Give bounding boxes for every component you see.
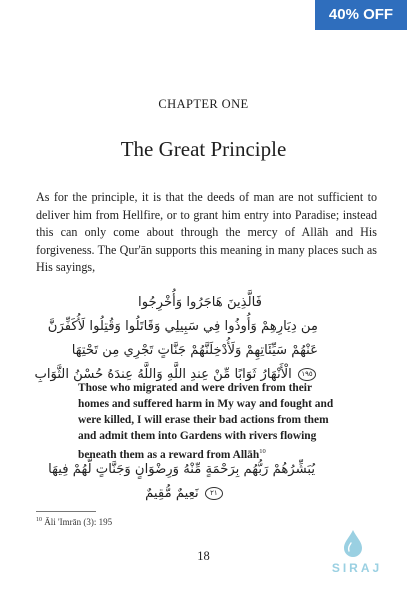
arabic-verse-line: فَالَّذِينَ هَاجَرُوا وَأُخْرِجُوا	[138, 295, 262, 310]
arabic-verse-text: الْأَنْهَارُ ثَوَابًا مِّنْ عِندِ اللَّهِ وَاللَّهُ عِندَهُ حُسْنُ الثَّوَابِ	[34, 367, 292, 382]
arabic-verse-text: نَعِيمٌ مُّقِيمٌ	[145, 486, 199, 501]
footnote-text: Āli 'Imrān (3): 195	[44, 517, 113, 527]
arabic-verse-line: يُبَشِّرُهُمْ رَبُّهُم بِرَحْمَةٍ مِّنْهُ وَرِضْوَانٍ وَجَنَّاتٍ لَّهُمْ فِيهَا	[48, 462, 315, 477]
chapter-title: The Great Principle	[120, 137, 287, 161]
footnote	[36, 517, 112, 527]
discount-badge: 40% OFF	[315, 0, 407, 30]
body-paragraph: As for the principle, it is that the deeds of man are not sufficient to deliver him from Hellfire, or to grant him entry into Paradise; instead this can only come about through the mercy of Allāh and His forgiveness. The Qur'ān supports this meaning in many places such as His sayings,	[36, 190, 377, 275]
chapter-label: CHAPTER ONE	[158, 97, 249, 111]
footnote-number: 10	[36, 517, 42, 523]
arabic-verse-line: عَنْهُمْ سَيِّئَاتِهِمْ وَلَأُدْخِلَنَّهُمْ جَنَّاتٍ تَجْرِي مِن تَحْتِهَا	[71, 343, 318, 358]
arabic-verse-line: مِن دِيَارِهِمْ وَأُوذُوا فِي سَبِيلِي وَقَاتَلُوا وَقُتِلُوا لَأُكَفِّرَنَّ	[47, 319, 318, 334]
drop-logo-icon	[342, 529, 364, 557]
footnote-divider	[36, 511, 96, 512]
verse-number-mark: ١٩٥	[298, 368, 316, 381]
footnote-reference[interactable]: 10	[259, 448, 266, 456]
arabic-verse-line	[120, 484, 250, 503]
translation-text: Those who migrated and were driven from their homes and suffered harm in My way and fought and were killed, I will erase their bad actions from them and admit them into Gardens with rivers flowing beneath them as a reward from Allāh	[78, 382, 334, 462]
page-number: 18	[197, 549, 210, 563]
brand-logo: SIRAJ	[331, 561, 383, 575]
verse-translation	[78, 380, 336, 463]
verse-number-mark: ٢١	[205, 487, 223, 500]
